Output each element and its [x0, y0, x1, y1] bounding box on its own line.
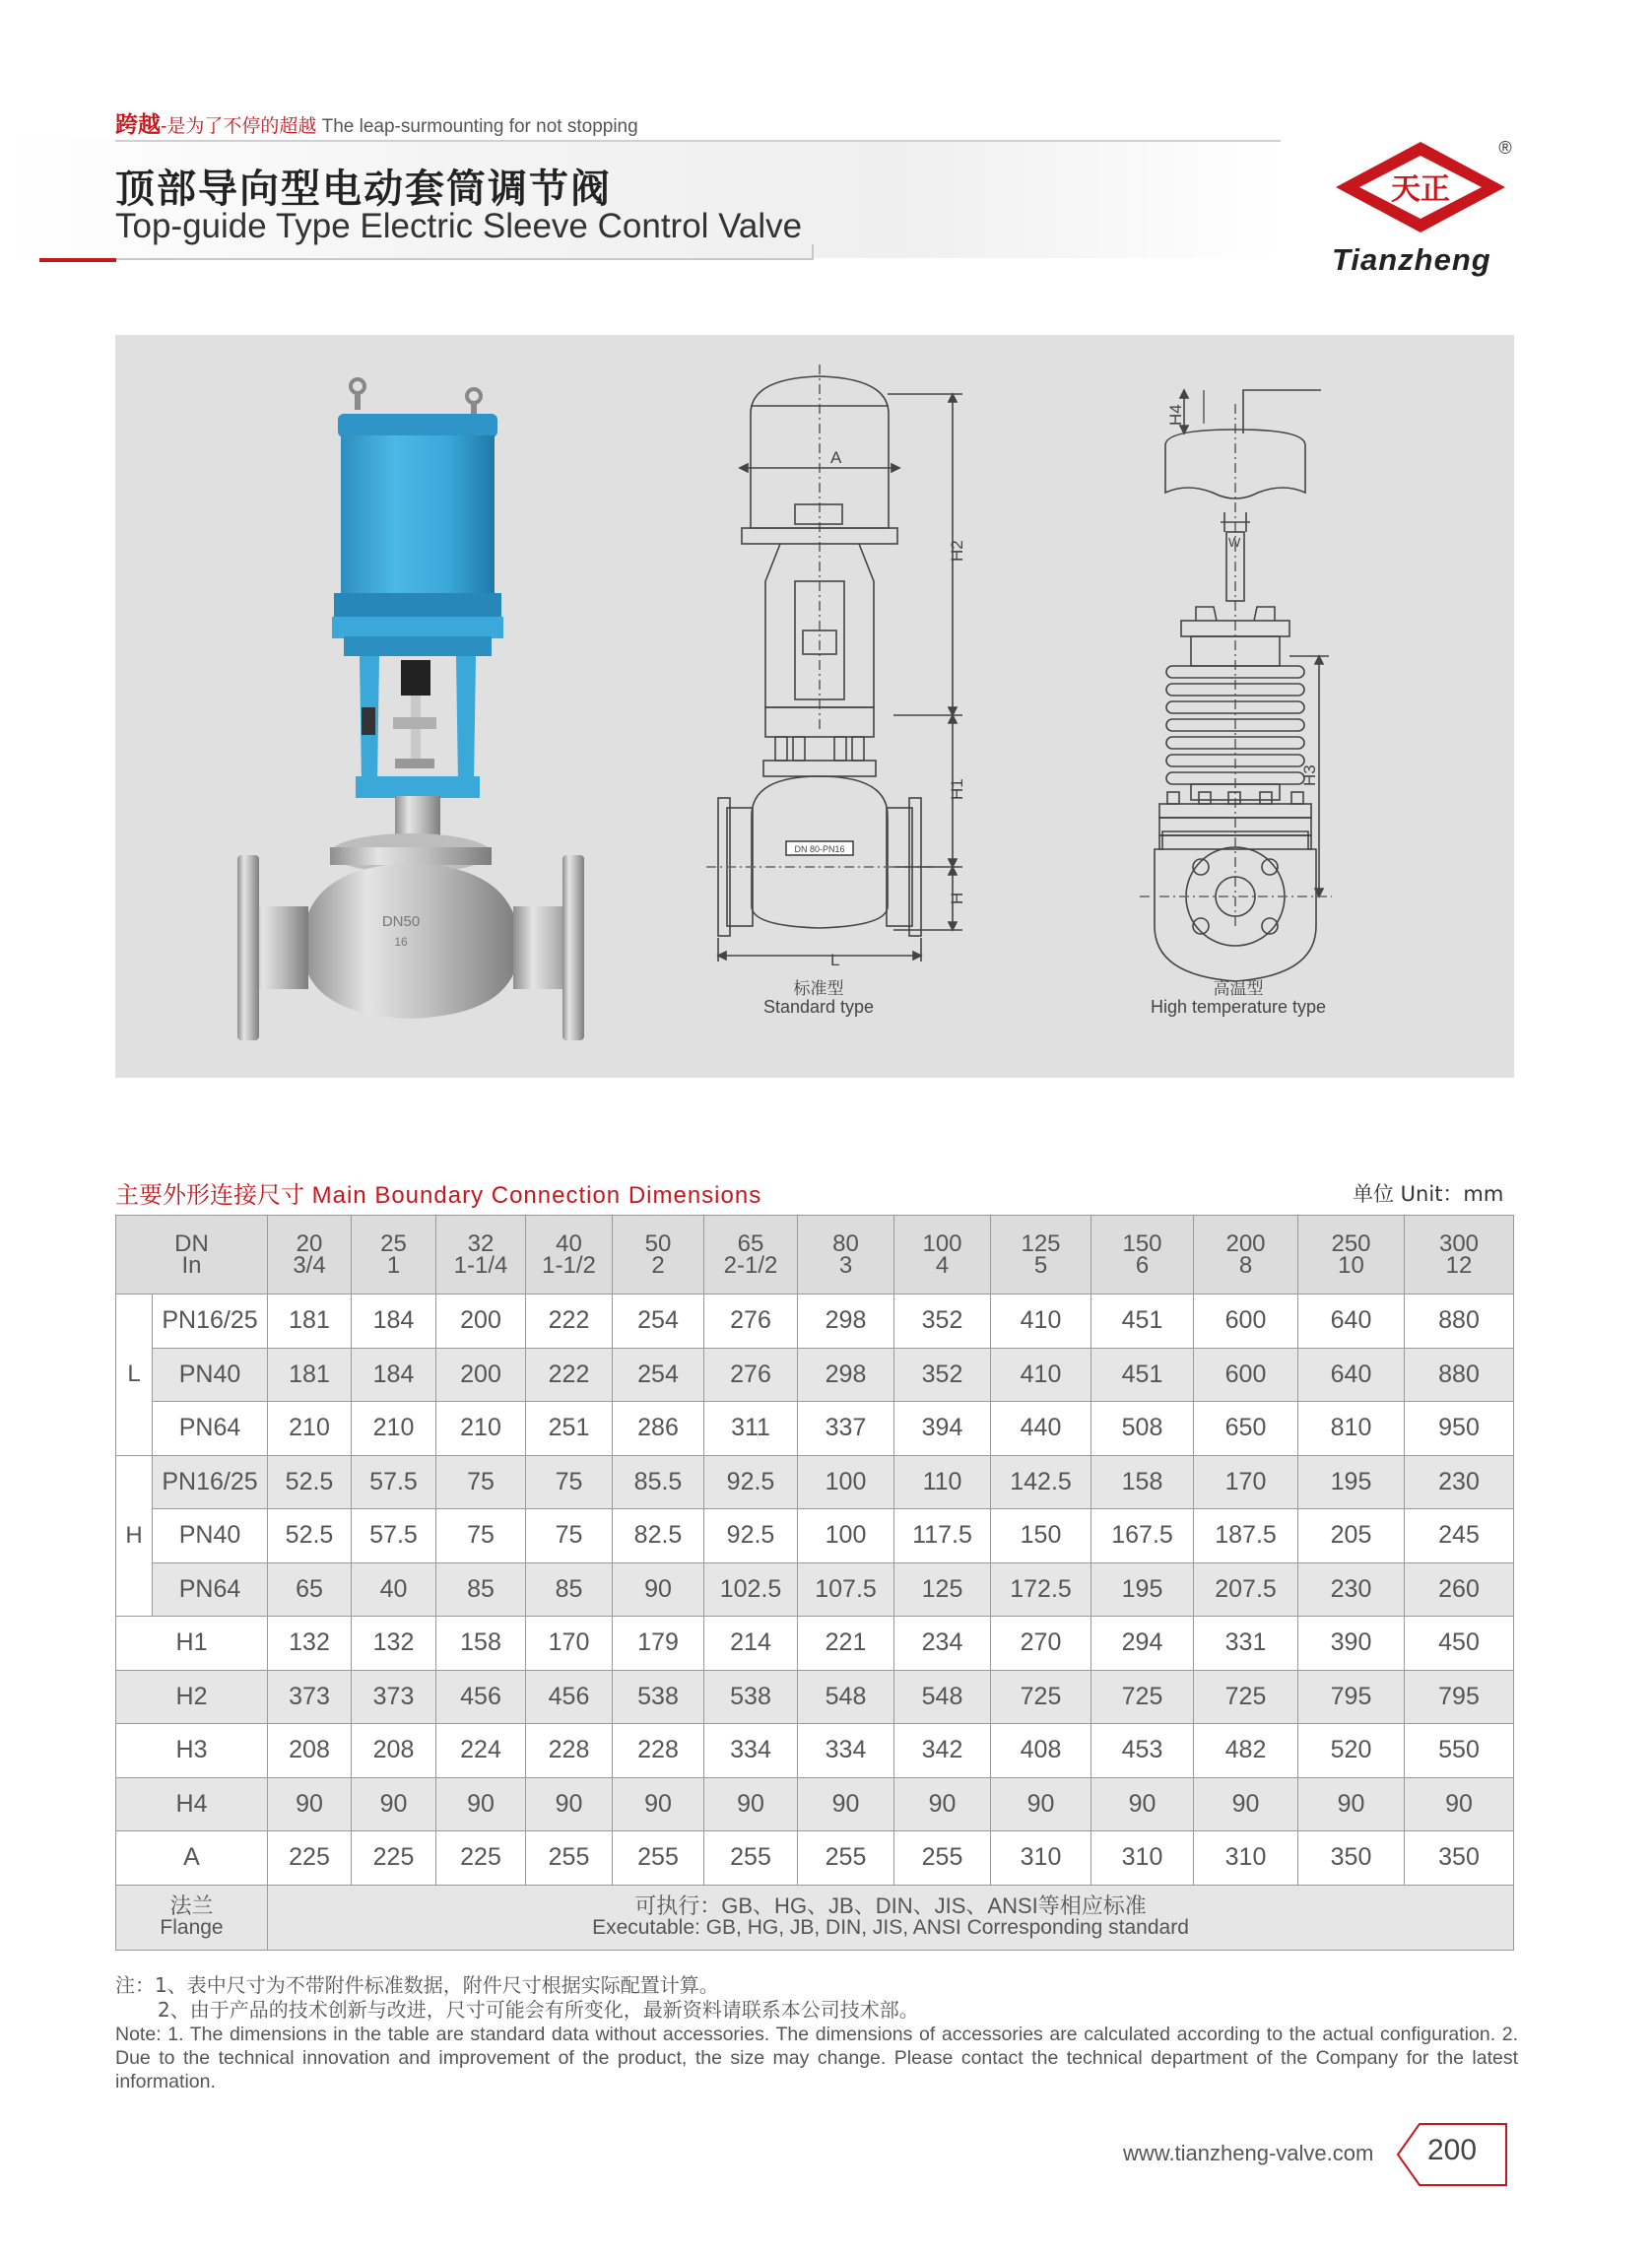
table-cell: 90 [1194, 1777, 1298, 1831]
table-cell: 276 [704, 1348, 798, 1402]
note-cn-1: 注：1、表中尺寸为不带附件标准数据，附件尺寸根据实际配置计算。 [115, 1973, 719, 1997]
table-cell: 294 [1091, 1617, 1194, 1671]
table-cell: 310 [1194, 1831, 1298, 1886]
table-cell: 85 [526, 1562, 613, 1617]
table-cell: 170 [526, 1617, 613, 1671]
header-in-value: 1-1/2 [542, 1251, 596, 1279]
section-title [115, 1175, 761, 1210]
table-cell: 90 [613, 1562, 704, 1617]
header-in-value: 3 [838, 1251, 853, 1279]
photo-marking-2: 16 [394, 935, 408, 949]
table-cell: 725 [1194, 1670, 1298, 1724]
table-cell: 90 [436, 1777, 526, 1831]
header-in-value: 12 [1445, 1251, 1473, 1279]
table-cell: 75 [526, 1509, 613, 1563]
table-cell: 195 [1091, 1562, 1194, 1617]
table-cell: 100 [798, 1455, 894, 1509]
dim-w-label: W [1228, 535, 1241, 550]
table-cell: 440 [991, 1402, 1091, 1456]
table-cell: 221 [798, 1617, 894, 1671]
group-label-l: L [116, 1294, 153, 1456]
header-dn-value: 100 [922, 1229, 962, 1257]
table-cell: 538 [704, 1670, 798, 1724]
table-cell: 92.5 [704, 1509, 798, 1563]
table-cell: 92.5 [704, 1455, 798, 1509]
table-cell: 254 [613, 1294, 704, 1349]
table-cell: 205 [1298, 1509, 1405, 1563]
standard-caption-cn: 标准型 [793, 979, 844, 998]
table-cell: 102.5 [704, 1562, 798, 1617]
table-cell: 520 [1298, 1724, 1405, 1778]
table-cell: 222 [526, 1294, 613, 1349]
header-in-value: 4 [935, 1251, 950, 1279]
table-row [116, 1670, 1514, 1724]
table-row [116, 1831, 1514, 1886]
table-cell: 179 [613, 1617, 704, 1671]
header-dn-value: 40 [556, 1229, 582, 1257]
table-cell: 548 [894, 1670, 991, 1724]
header-dn-value: 25 [380, 1229, 407, 1257]
table-cell: 200 [436, 1348, 526, 1402]
table-cell: 286 [613, 1402, 704, 1456]
table-cell: 210 [436, 1402, 526, 1456]
dimensions-table [115, 1215, 1514, 1951]
logo-wordmark: Tianzheng [1332, 242, 1491, 277]
table-cell: 450 [1405, 1617, 1514, 1671]
table-row [116, 1348, 1514, 1402]
table-cell: 225 [352, 1831, 436, 1886]
section-title-en: Main Boundary Connection Dimensions [311, 1182, 762, 1209]
row-label: H3 [116, 1724, 268, 1778]
slogan-en: The leap-surmounting for not stopping [321, 116, 638, 137]
table-cell: 548 [798, 1670, 894, 1724]
table-cell: 90 [526, 1777, 613, 1831]
table-cell: 255 [894, 1831, 991, 1886]
table-cell: 810 [1298, 1402, 1405, 1456]
header-in-value: 5 [1033, 1251, 1048, 1279]
table-cell: 331 [1194, 1617, 1298, 1671]
table-cell: 350 [1298, 1831, 1405, 1886]
header-dn-value: DN [174, 1229, 209, 1257]
table-cell: 195 [1298, 1455, 1405, 1509]
photo-marking: DN50 [381, 913, 421, 930]
table-cell: 110 [894, 1455, 991, 1509]
flange-label [116, 1885, 268, 1950]
hightemp-dim-labels [1166, 404, 1319, 786]
header-dn-100 [894, 1216, 991, 1294]
row-label: H1 [116, 1617, 268, 1671]
table-cell: 228 [613, 1724, 704, 1778]
table-cell: 181 [268, 1348, 352, 1402]
hightemp-type-caption [1110, 979, 1366, 1017]
header-dn-value: 250 [1331, 1229, 1371, 1257]
group-label-h: H [116, 1455, 153, 1617]
standard-caption-en: Standard type [762, 997, 875, 1017]
table-cell: 167.5 [1091, 1509, 1194, 1563]
table-cell: 75 [436, 1509, 526, 1563]
table-cell: 230 [1405, 1455, 1514, 1509]
table-cell: 390 [1298, 1617, 1405, 1671]
table-cell: 538 [613, 1670, 704, 1724]
table-cell: 170 [1194, 1455, 1298, 1509]
table-cell: 255 [798, 1831, 894, 1886]
note-cn-2: 2、由于产品的技术创新与改进，尺寸可能会有所变化，最新资料请联系本公司技术部。 [158, 1998, 919, 2022]
header-dn-125 [991, 1216, 1091, 1294]
table-row [116, 1724, 1514, 1778]
slogan-cn: -是为了不停的超越 [161, 116, 317, 137]
table-cell: 158 [1091, 1455, 1194, 1509]
table-row [116, 1509, 1514, 1563]
table-cell: 640 [1298, 1348, 1405, 1402]
row-label: PN64 [153, 1402, 268, 1456]
table-cell: 142.5 [991, 1455, 1091, 1509]
table-cell: 245 [1405, 1509, 1514, 1563]
registered-mark: ® [1498, 138, 1512, 158]
table-row [116, 1455, 1514, 1509]
table-cell: 85 [436, 1562, 526, 1617]
header-dn-value: 20 [296, 1229, 323, 1257]
dim-h4-label: H4 [1166, 404, 1185, 426]
table-cell: 208 [268, 1724, 352, 1778]
header-dn-65 [704, 1216, 798, 1294]
table-cell: 352 [894, 1294, 991, 1349]
table-cell: 117.5 [894, 1509, 991, 1563]
header-dn-80 [798, 1216, 894, 1294]
title-underline-accent [39, 258, 116, 262]
page-title-cn: 顶部导向型电动套筒调节阀 [115, 166, 612, 212]
row-label: PN40 [153, 1509, 268, 1563]
table-cell: 65 [268, 1562, 352, 1617]
standard-type-caption [710, 979, 927, 1017]
table-cell: 100 [798, 1509, 894, 1563]
table-cell: 725 [1091, 1670, 1194, 1724]
row-label: PN40 [153, 1348, 268, 1402]
table-cell: 410 [991, 1348, 1091, 1402]
table-cell: 394 [894, 1402, 991, 1456]
page-number: 200 [1426, 2134, 1478, 2166]
table-cell: 254 [613, 1348, 704, 1402]
table-cell: 725 [991, 1670, 1091, 1724]
table-cell: 550 [1405, 1724, 1514, 1778]
table-cell: 52.5 [268, 1455, 352, 1509]
flange-standard-en: Executable: GB, HG, JB, DIN, JIS, ANSI Corresponding standard [592, 1916, 1189, 1939]
table-cell: 107.5 [798, 1562, 894, 1617]
table-cell: 90 [268, 1777, 352, 1831]
header-dn-value: 150 [1122, 1229, 1162, 1257]
header-dn-25 [352, 1216, 436, 1294]
header-in-value: 2 [651, 1251, 665, 1279]
table-cell: 57.5 [352, 1509, 436, 1563]
table-cell: 214 [704, 1617, 798, 1671]
header-dn-32 [436, 1216, 526, 1294]
hightemp-caption-en: High temperature type [1150, 997, 1327, 1017]
table-cell: 208 [352, 1724, 436, 1778]
table-cell: 75 [436, 1455, 526, 1509]
nameplate-text: DN 80-PN16 [794, 844, 845, 854]
table-cell: 456 [526, 1670, 613, 1724]
table-cell: 158 [436, 1617, 526, 1671]
table-row [116, 1402, 1514, 1456]
table-cell: 187.5 [1194, 1509, 1298, 1563]
header-dn-200 [1194, 1216, 1298, 1294]
table-row [116, 1562, 1514, 1617]
table-cell: 508 [1091, 1402, 1194, 1456]
title-underline-tick [812, 244, 814, 260]
table-cell: 408 [991, 1724, 1091, 1778]
table-cell: 90 [798, 1777, 894, 1831]
dim-l-label: L [830, 951, 840, 969]
row-label: PN16/25 [153, 1455, 268, 1509]
table-row [116, 1777, 1514, 1831]
table-cell: 90 [1298, 1777, 1405, 1831]
table-cell: 230 [1298, 1562, 1405, 1617]
table-cell: 210 [352, 1402, 436, 1456]
header-dn-300 [1405, 1216, 1514, 1294]
table-cell: 600 [1194, 1294, 1298, 1349]
table-cell: 57.5 [352, 1455, 436, 1509]
table-cell: 150 [991, 1509, 1091, 1563]
row-label: H2 [116, 1670, 268, 1724]
table-cell: 311 [704, 1402, 798, 1456]
table-cell: 373 [268, 1670, 352, 1724]
table-cell: 310 [991, 1831, 1091, 1886]
table-cell: 337 [798, 1402, 894, 1456]
table-cell: 184 [352, 1348, 436, 1402]
header-in-value: 1 [386, 1251, 401, 1279]
dim-h-label: H [948, 892, 966, 904]
header-in-value: 10 [1338, 1251, 1364, 1279]
table-cell: 125 [894, 1562, 991, 1617]
table-cell: 451 [1091, 1294, 1194, 1349]
header-tagline [115, 106, 638, 139]
header-dn-value: 32 [467, 1229, 495, 1257]
table-cell: 90 [991, 1777, 1091, 1831]
table-cell: 172.5 [991, 1562, 1091, 1617]
table-cell: 880 [1405, 1348, 1514, 1402]
dim-a-label: A [830, 448, 842, 467]
dim-h1-label: H1 [948, 778, 966, 800]
table-cell: 640 [1298, 1294, 1405, 1349]
header-in-value: 3/4 [293, 1251, 326, 1279]
header-dn-value: 80 [832, 1229, 859, 1257]
table-cell: 298 [798, 1294, 894, 1349]
table-cell: 225 [268, 1831, 352, 1886]
table-cell: 255 [613, 1831, 704, 1886]
table-cell: 82.5 [613, 1509, 704, 1563]
valve-photo [237, 379, 584, 1040]
table-cell: 342 [894, 1724, 991, 1778]
table-cell: 40 [352, 1562, 436, 1617]
table-cell: 85.5 [613, 1455, 704, 1509]
table-cell: 310 [1091, 1831, 1194, 1886]
header-dn-value: 300 [1438, 1229, 1480, 1257]
table-cell: 795 [1298, 1670, 1405, 1724]
note-en: Note: 1. The dimensions in the table are standard data without accessories. The dimensions of accessories are calculated according to the actual configuration. 2. Due to the technical innovation and improvement of the product, the size may change. Please contact the technical department of the Company for the latest information. [115, 2024, 1518, 2092]
flange-standard [268, 1885, 1514, 1950]
brand-slogan-title: 跨越 [115, 111, 161, 137]
hightemp-caption-cn: 高温型 [1213, 979, 1264, 998]
table-cell: 451 [1091, 1348, 1194, 1402]
table-cell: 224 [436, 1724, 526, 1778]
table-cell: 75 [526, 1455, 613, 1509]
header-dn-value: 200 [1225, 1229, 1266, 1257]
table-cell: 410 [991, 1294, 1091, 1349]
dim-h2-label: H2 [948, 540, 966, 562]
table-cell: 90 [1405, 1777, 1514, 1831]
table-cell: 200 [436, 1294, 526, 1349]
table-cell: 228 [526, 1724, 613, 1778]
title-underline [116, 258, 814, 260]
table-cell: 52.5 [268, 1509, 352, 1563]
dim-h3-label: H3 [1300, 764, 1319, 786]
table-header-row [116, 1216, 1514, 1294]
row-label: PN16/25 [153, 1294, 268, 1349]
header-in-value: 2-1/2 [723, 1251, 778, 1279]
row-label: A [116, 1831, 268, 1886]
table-cell: 181 [268, 1294, 352, 1349]
header-dn-20 [268, 1216, 352, 1294]
header-dn-50 [613, 1216, 704, 1294]
flange-standard-cn: 可执行：GB、HG、JB、DIN、JIS、ANSI等相应标准 [634, 1893, 1147, 1918]
header-dn-in [116, 1216, 268, 1294]
table-cell: 298 [798, 1348, 894, 1402]
flange-row [116, 1885, 1514, 1950]
table-cell: 251 [526, 1402, 613, 1456]
row-label: PN64 [153, 1562, 268, 1617]
table-cell: 255 [526, 1831, 613, 1886]
header-in-value: 6 [1135, 1251, 1150, 1279]
high-temperature-drawing [1140, 390, 1332, 981]
table-row [116, 1294, 1514, 1349]
table-cell: 352 [894, 1348, 991, 1402]
table-cell: 270 [991, 1617, 1091, 1671]
table-cell: 90 [613, 1777, 704, 1831]
table-cell: 334 [704, 1724, 798, 1778]
table-cell: 90 [1091, 1777, 1194, 1831]
section-title-cn: 主要外形连接尺寸 [115, 1181, 304, 1209]
table-cell: 276 [704, 1294, 798, 1349]
table-cell: 132 [268, 1617, 352, 1671]
flange-label-cn: 法兰 [169, 1893, 214, 1918]
table-cell: 880 [1405, 1294, 1514, 1349]
table-cell: 950 [1405, 1402, 1514, 1456]
header-dn-150 [1091, 1216, 1194, 1294]
table-cell: 255 [704, 1831, 798, 1886]
table-cell: 234 [894, 1617, 991, 1671]
table-cell: 350 [1405, 1831, 1514, 1886]
header-in-value: 1-1/4 [453, 1251, 508, 1279]
table-cell: 225 [436, 1831, 526, 1886]
flange-label-en: Flange [160, 1916, 224, 1939]
table-cell: 453 [1091, 1724, 1194, 1778]
table-cell: 795 [1405, 1670, 1514, 1724]
unit-label: 单位 Unit：mm [1353, 1182, 1504, 1206]
header-dn-40 [526, 1216, 613, 1294]
table-row [116, 1617, 1514, 1671]
header-in-value: In [181, 1251, 202, 1279]
table-cell: 210 [268, 1402, 352, 1456]
table-cell: 207.5 [1194, 1562, 1298, 1617]
table-cell: 90 [894, 1777, 991, 1831]
table-cell: 90 [704, 1777, 798, 1831]
table-cell: 260 [1405, 1562, 1514, 1617]
page-title-en: Top-guide Type Electric Sleeve Control Valve [115, 207, 803, 245]
header-dn-value: 125 [1021, 1229, 1061, 1257]
table-cell: 184 [352, 1294, 436, 1349]
header-divider [115, 140, 1281, 142]
product-figure-panel [115, 335, 1514, 1078]
header-in-value: 8 [1238, 1251, 1253, 1279]
table-cell: 650 [1194, 1402, 1298, 1456]
header-dn-value: 65 [737, 1229, 764, 1257]
product-illustrations [115, 335, 1514, 1078]
table-cell: 90 [352, 1777, 436, 1831]
table-cell: 334 [798, 1724, 894, 1778]
logo-chars: 天正 [1391, 172, 1450, 207]
notes [115, 1973, 1518, 2093]
table-cell: 132 [352, 1617, 436, 1671]
table-cell: 373 [352, 1670, 436, 1724]
row-label: H4 [116, 1777, 268, 1831]
table-cell: 222 [526, 1348, 613, 1402]
website-link[interactable]: www.tianzheng-valve.com [1123, 2141, 1374, 2165]
table-cell: 482 [1194, 1724, 1298, 1778]
header-dn-250 [1298, 1216, 1405, 1294]
header-dn-value: 50 [644, 1229, 672, 1257]
table-cell: 456 [436, 1670, 526, 1724]
table-cell: 600 [1194, 1348, 1298, 1402]
